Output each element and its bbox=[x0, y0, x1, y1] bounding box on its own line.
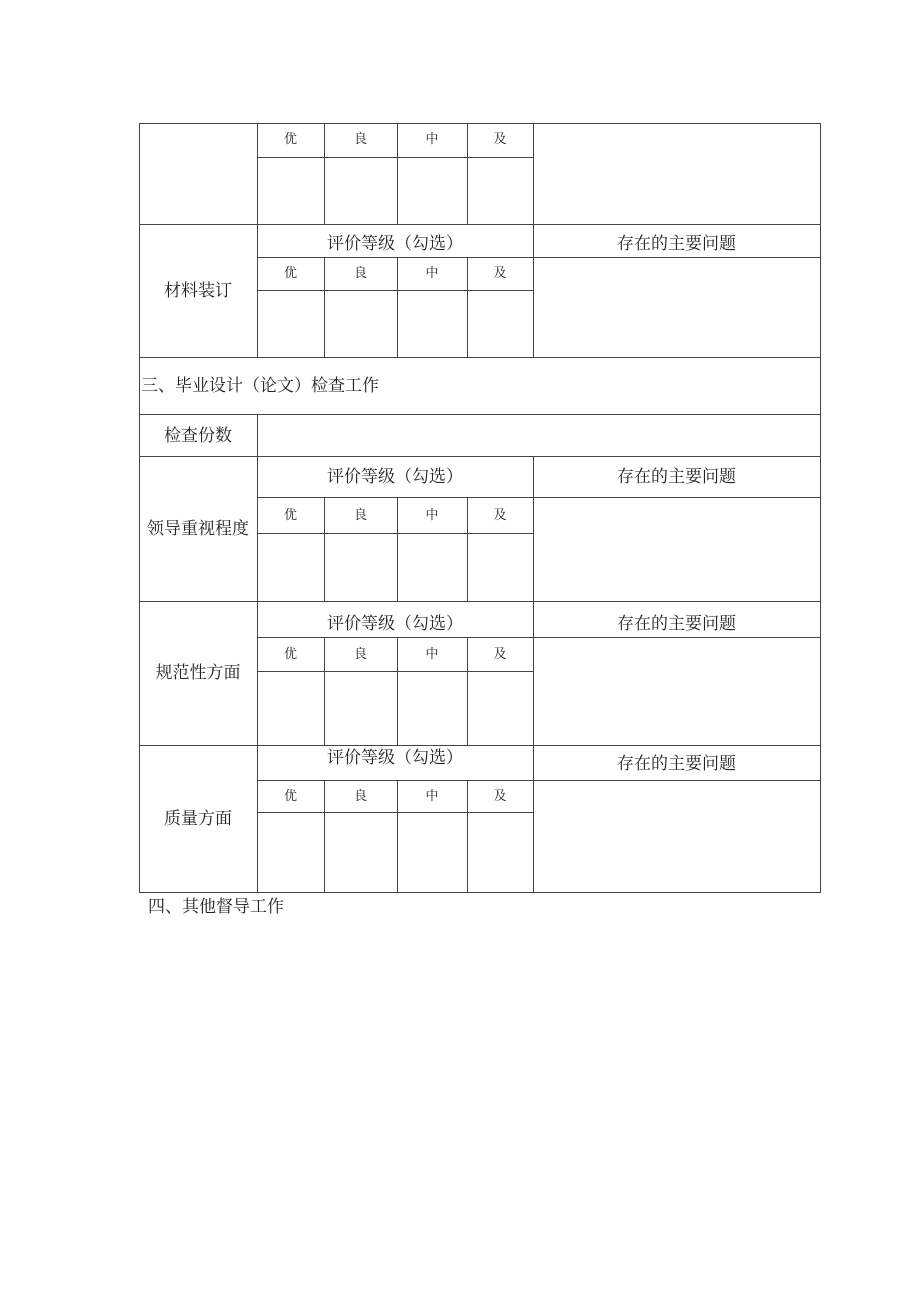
grade-option-excellent: 优 bbox=[283, 266, 297, 281]
row-label-material-binding: 材料装订 bbox=[164, 281, 232, 301]
grade-checkbox-good[interactable] bbox=[325, 534, 397, 601]
grade-header: 评价等级（勾选） bbox=[327, 234, 463, 254]
grade-option-medium: 中 bbox=[425, 508, 439, 523]
check-count-label: 检查份数 bbox=[164, 426, 232, 446]
grade-checkbox-excellent[interactable] bbox=[258, 534, 324, 601]
grade-checkbox-medium[interactable] bbox=[398, 534, 467, 601]
grade-option-good: 良 bbox=[353, 647, 367, 662]
grade-checkbox-good[interactable] bbox=[325, 813, 397, 892]
grade-checkbox-pass[interactable] bbox=[468, 158, 533, 224]
row-divider bbox=[139, 357, 821, 358]
problem-header: 存在的主要问题 bbox=[617, 754, 736, 774]
grade-checkbox-good[interactable] bbox=[325, 672, 397, 745]
grade-option-excellent: 优 bbox=[283, 789, 297, 804]
grade-option-pass: 及 bbox=[493, 789, 507, 804]
section-3-title: 三、毕业设计（论文）检查工作 bbox=[141, 376, 379, 396]
grade-option-good: 良 bbox=[353, 132, 367, 147]
grade-option-pass: 及 bbox=[493, 132, 507, 147]
grade-header: 评价等级（勾选） bbox=[327, 614, 463, 634]
problem-text-area[interactable] bbox=[534, 124, 820, 224]
problem-text-area[interactable] bbox=[534, 258, 820, 357]
grade-checkbox-medium[interactable] bbox=[398, 672, 467, 745]
grade-option-good: 良 bbox=[353, 789, 367, 804]
table-left-border bbox=[139, 123, 140, 893]
problem-header: 存在的主要问题 bbox=[617, 234, 736, 254]
row-divider bbox=[139, 601, 821, 602]
problem-header: 存在的主要问题 bbox=[617, 614, 736, 634]
problem-text-area[interactable] bbox=[534, 781, 820, 892]
grade-option-pass: 及 bbox=[493, 647, 507, 662]
problem-text-area[interactable] bbox=[534, 638, 820, 745]
grade-option-medium: 中 bbox=[425, 789, 439, 804]
grade-checkbox-good[interactable] bbox=[325, 158, 397, 224]
table-bottom-border bbox=[139, 892, 821, 893]
section-4-title: 四、其他督导工作 bbox=[148, 897, 284, 917]
problem-text-area[interactable] bbox=[534, 498, 820, 601]
grade-checkbox-excellent[interactable] bbox=[258, 158, 324, 224]
problem-header: 存在的主要问题 bbox=[617, 467, 736, 487]
grade-checkbox-pass[interactable] bbox=[468, 291, 533, 357]
row-divider bbox=[139, 224, 821, 225]
grade-option-excellent: 优 bbox=[283, 647, 297, 662]
grade-option-pass: 及 bbox=[493, 266, 507, 281]
grade-header: 评价等级（勾选） bbox=[327, 748, 463, 768]
grade-option-medium: 中 bbox=[425, 132, 439, 147]
grade-checkbox-pass[interactable] bbox=[468, 672, 533, 745]
row-label-quality: 质量方面 bbox=[164, 809, 232, 829]
grade-checkbox-good[interactable] bbox=[325, 291, 397, 357]
grade-header: 评价等级（勾选） bbox=[327, 467, 463, 487]
grade-option-excellent: 优 bbox=[283, 508, 297, 523]
check-count-input[interactable] bbox=[262, 426, 812, 446]
row-divider bbox=[139, 745, 821, 746]
grade-checkbox-excellent[interactable] bbox=[258, 813, 324, 892]
grade-option-medium: 中 bbox=[425, 647, 439, 662]
grade-option-pass: 及 bbox=[493, 508, 507, 523]
row-divider bbox=[139, 456, 821, 457]
grade-checkbox-medium[interactable] bbox=[398, 291, 467, 357]
grade-option-good: 良 bbox=[353, 266, 367, 281]
grade-option-medium: 中 bbox=[425, 266, 439, 281]
grade-checkbox-medium[interactable] bbox=[398, 813, 467, 892]
row-label-leadership-attention: 领导重视程度 bbox=[147, 519, 249, 539]
grade-option-excellent: 优 bbox=[283, 132, 297, 147]
grade-checkbox-medium[interactable] bbox=[398, 158, 467, 224]
grade-checkbox-excellent[interactable] bbox=[258, 672, 324, 745]
grade-checkbox-pass[interactable] bbox=[468, 813, 533, 892]
grade-checkbox-excellent[interactable] bbox=[258, 291, 324, 357]
grade-option-good: 良 bbox=[353, 508, 367, 523]
row-label-standardization: 规范性方面 bbox=[155, 663, 241, 683]
grade-checkbox-pass[interactable] bbox=[468, 534, 533, 601]
table-right-border bbox=[820, 123, 821, 893]
row-divider bbox=[139, 414, 821, 415]
